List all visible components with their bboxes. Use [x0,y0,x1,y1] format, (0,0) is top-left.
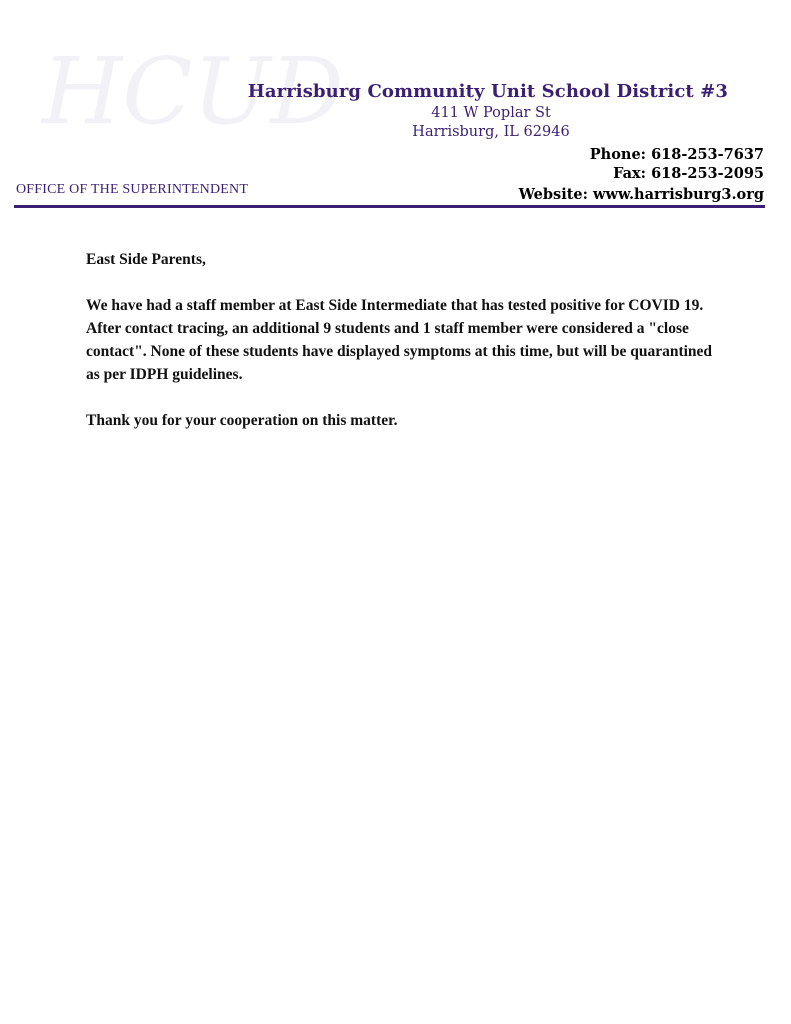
office-title: OFFICE OF THE SUPERINTENDENT [16,182,249,197]
contact-website: Website: www.harrisburg3.org [518,186,764,203]
body-paragraph: We have had a staff member at East Side Intermediate that has tested positive for COVID 19. After contact tracing, an additional 9 students and 1 staff member were considered a "close contact". None of these students have displayed symptoms at this time, but will be quarantined as per IDPH guidelines. [86,297,713,383]
letter-body [86,248,726,455]
salutation: East Side Parents, [86,251,206,268]
closing-line: Thank you for your cooperation on this matter. [86,412,398,429]
contact-fax: Fax: 618-253-2095 [613,165,764,182]
address-city: Harrisburg, IL 62946 [412,124,570,140]
address-street: 411 W Poplar St [431,105,551,121]
svg-text:HCUD: HCUD [42,38,344,145]
district-name: Harrisburg Community Unit School District #3 [247,81,728,102]
header-divider [14,205,765,208]
contact-phone: Phone: 618-253-7637 [589,146,764,163]
